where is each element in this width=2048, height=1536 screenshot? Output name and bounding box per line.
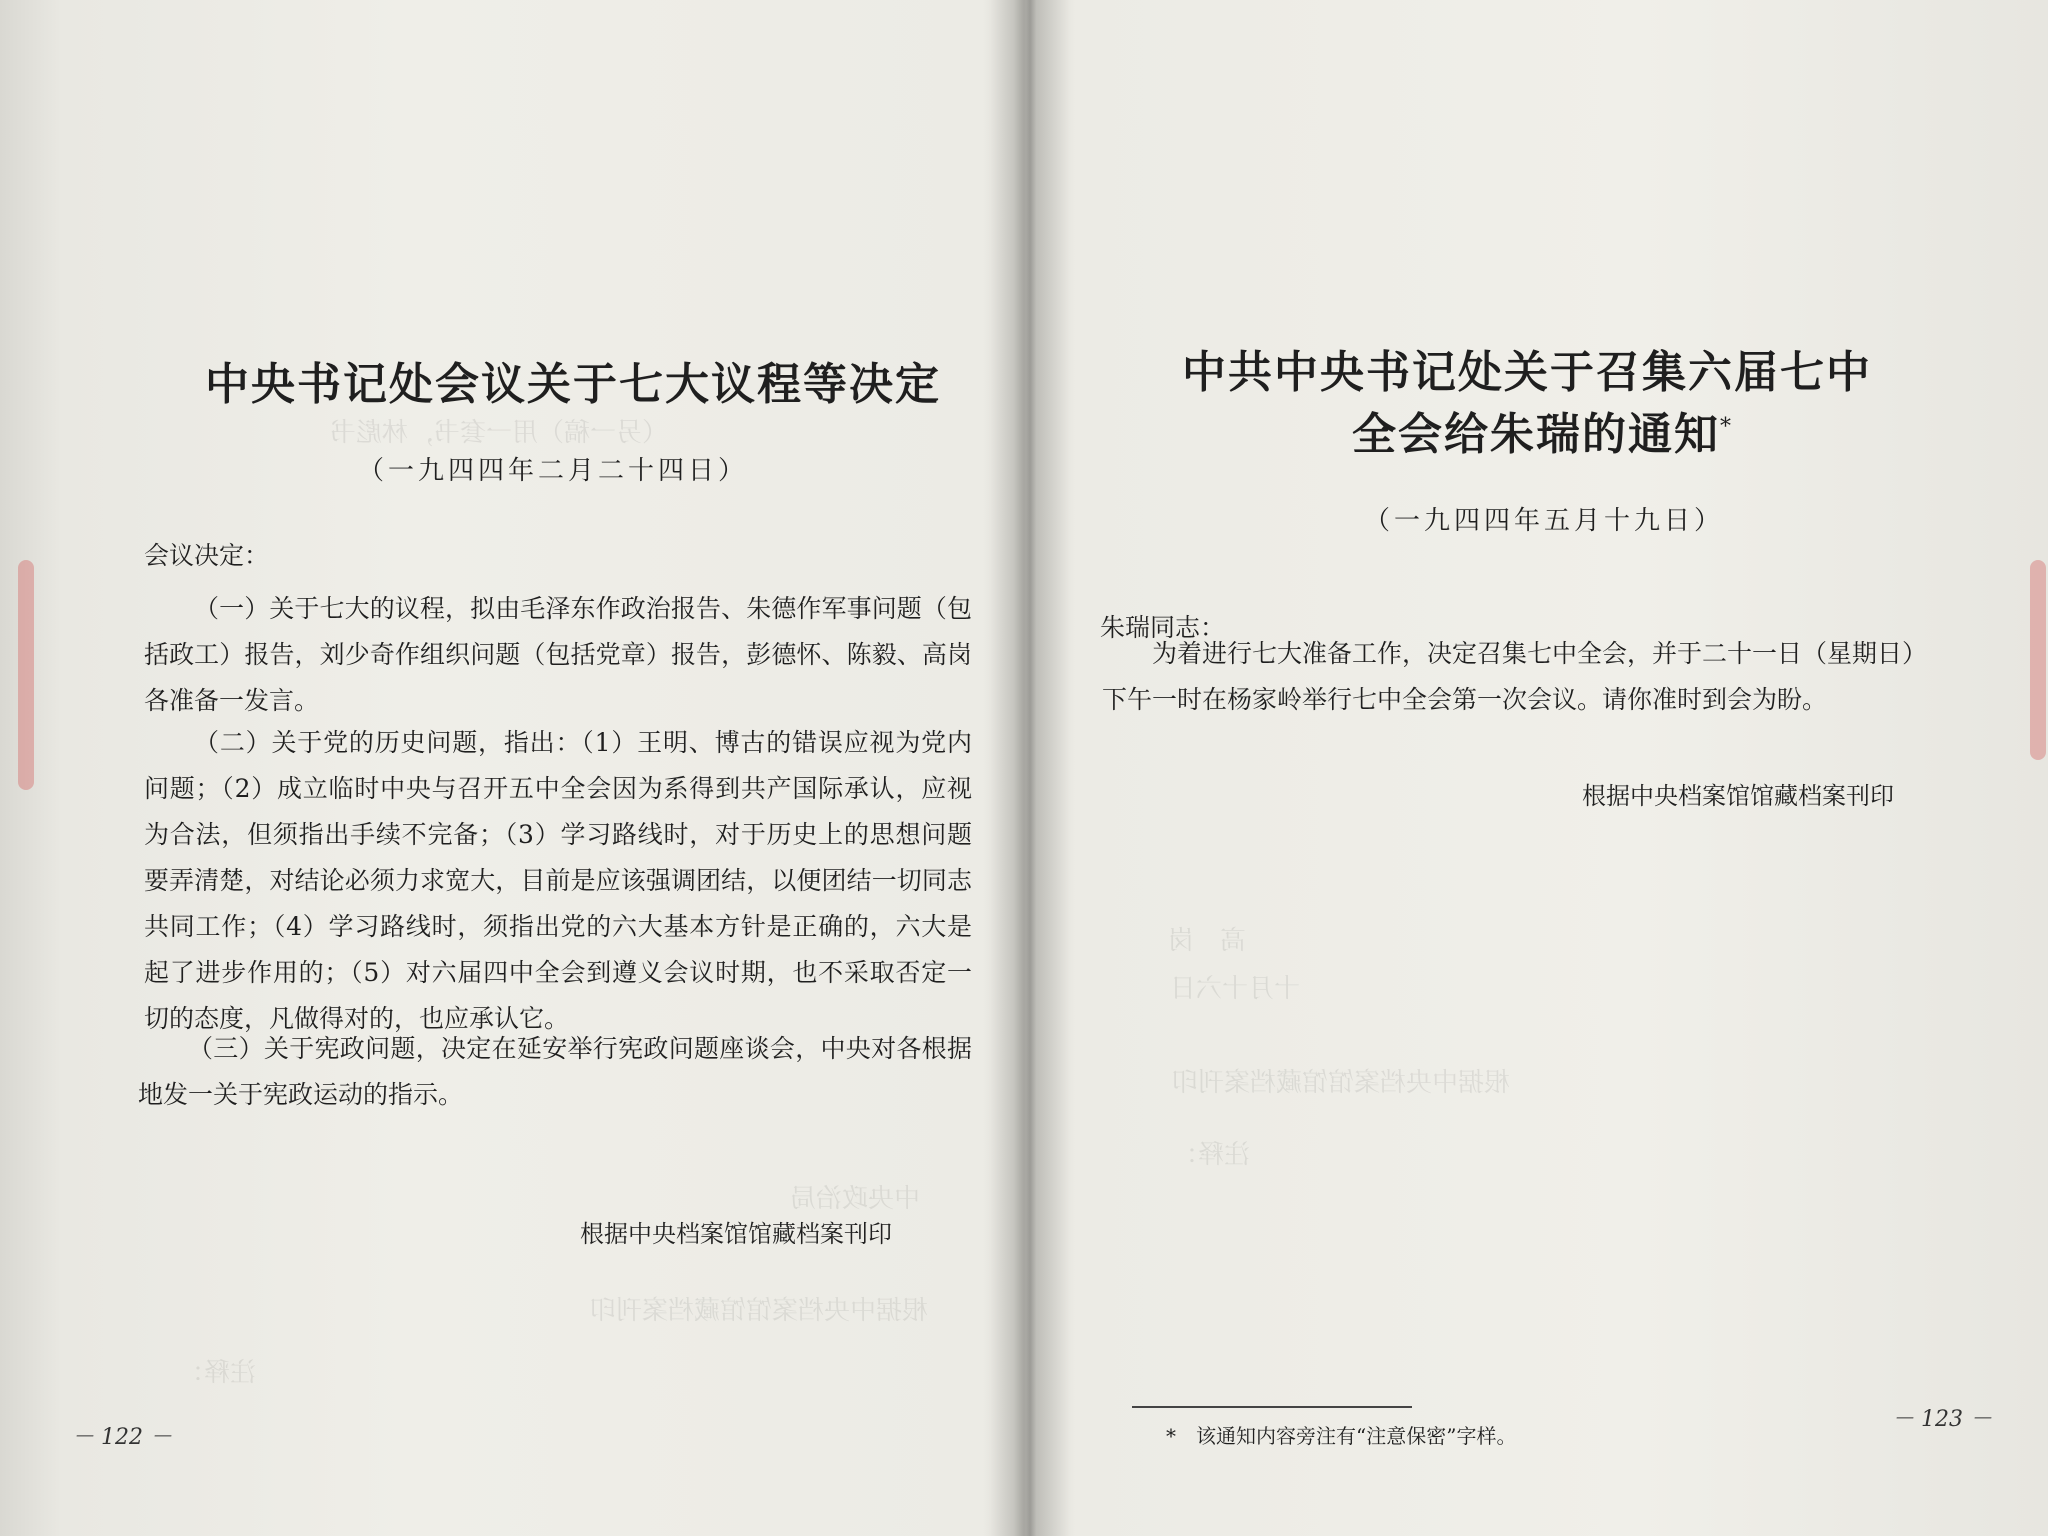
- red-stamp-edge-mark: [18, 560, 34, 790]
- meeting-lead: 会议决定：: [144, 541, 270, 570]
- bleed-through-text: 根据中央档案馆馆藏档案刊印: [1172, 1068, 1511, 1098]
- document-date: （一九四四年二月二十四日）: [358, 456, 749, 486]
- archive-source-note: 根据中央档案馆馆藏档案刊印: [1582, 782, 1894, 810]
- bleed-through-text: 中央政治局: [790, 1184, 921, 1214]
- salutation: 朱瑞同志：: [1100, 613, 1226, 642]
- footnote-marker: *: [1720, 414, 1733, 440]
- bleed-through-text: 注释：: [1172, 1140, 1251, 1170]
- right-page: [1060, 0, 2048, 1536]
- page-number: － 122 －: [72, 1425, 172, 1450]
- footnote-divider: [1132, 1406, 1412, 1408]
- bleed-through-text: 十月十六日: [1170, 974, 1301, 1004]
- bleed-through-text: （另一稿）用一套书，林彪书: [330, 418, 669, 448]
- notice-body-line-2: 下午一时在杨家岭举行七中全会第一次会议。请你准时到会为盼。: [1102, 685, 1828, 714]
- notice-body-line-1: 为着进行七大准备工作，决定召集七中全会，并于二十一日（星期日）: [1152, 639, 1928, 668]
- red-stamp-edge-mark: [2030, 560, 2046, 760]
- document-title-line-1: 中共中央书记处关于召集六届七中: [1182, 347, 1872, 398]
- bleed-through-text: 根据中央档案馆馆藏档案刊印: [590, 1296, 929, 1326]
- document-title-line-2-text: 全会给朱瑞的通知: [1352, 409, 1720, 460]
- decision-item-1: （一）关于七大的议程，拟由毛泽东作政治报告、朱德作军事问题（包括政工）报告，刘少奇作组织问题（包括党章）报告，彭德怀、陈毅、高岗各准备一发言。: [144, 594, 972, 715]
- page-number: － 123 －: [1892, 1407, 1992, 1432]
- decision-item-3: （三）关于宪政问题，决定在延安举行宪政问题座谈会，中央对各根据地发一关于宪政运动的指示。: [138, 1034, 972, 1109]
- decision-item-2: （二）关于党的历史问题，指出：（1）王明、博古的错误应视为党内问题；（2）成立临时中央与召开五中全会因为系得到共产国际承认，应视为合法，但须指出手续不完备；（3）学习路线时，对于历史上的思想问题要弄清楚，对结论必须力求宽大，目前是应该强调团结，以便团结一切同志共同工作；（4）学习路线时，须指出党的六大基本方针是正确的，六大是起了进步作用的；（5）对六届四中全会到遵义会议时期，也不采取否定一切的态度，凡做得对的，也应承认它。: [144, 728, 972, 1033]
- document-title-line-2: [1352, 398, 1733, 462]
- bleed-through-text: 高 岗: [1168, 926, 1247, 956]
- archive-source-note: 根据中央档案馆馆藏档案刊印: [580, 1220, 892, 1248]
- left-page: [0, 0, 1010, 1536]
- bleed-through-text: 注释：: [178, 1358, 257, 1388]
- document-title: 中央书记处会议关于七大议程等决定: [205, 359, 941, 410]
- footnote: * 该通知内容旁注有“注意保密”字样。: [1166, 1424, 1517, 1448]
- document-date: （一九四四年五月十九日）: [1364, 506, 1725, 536]
